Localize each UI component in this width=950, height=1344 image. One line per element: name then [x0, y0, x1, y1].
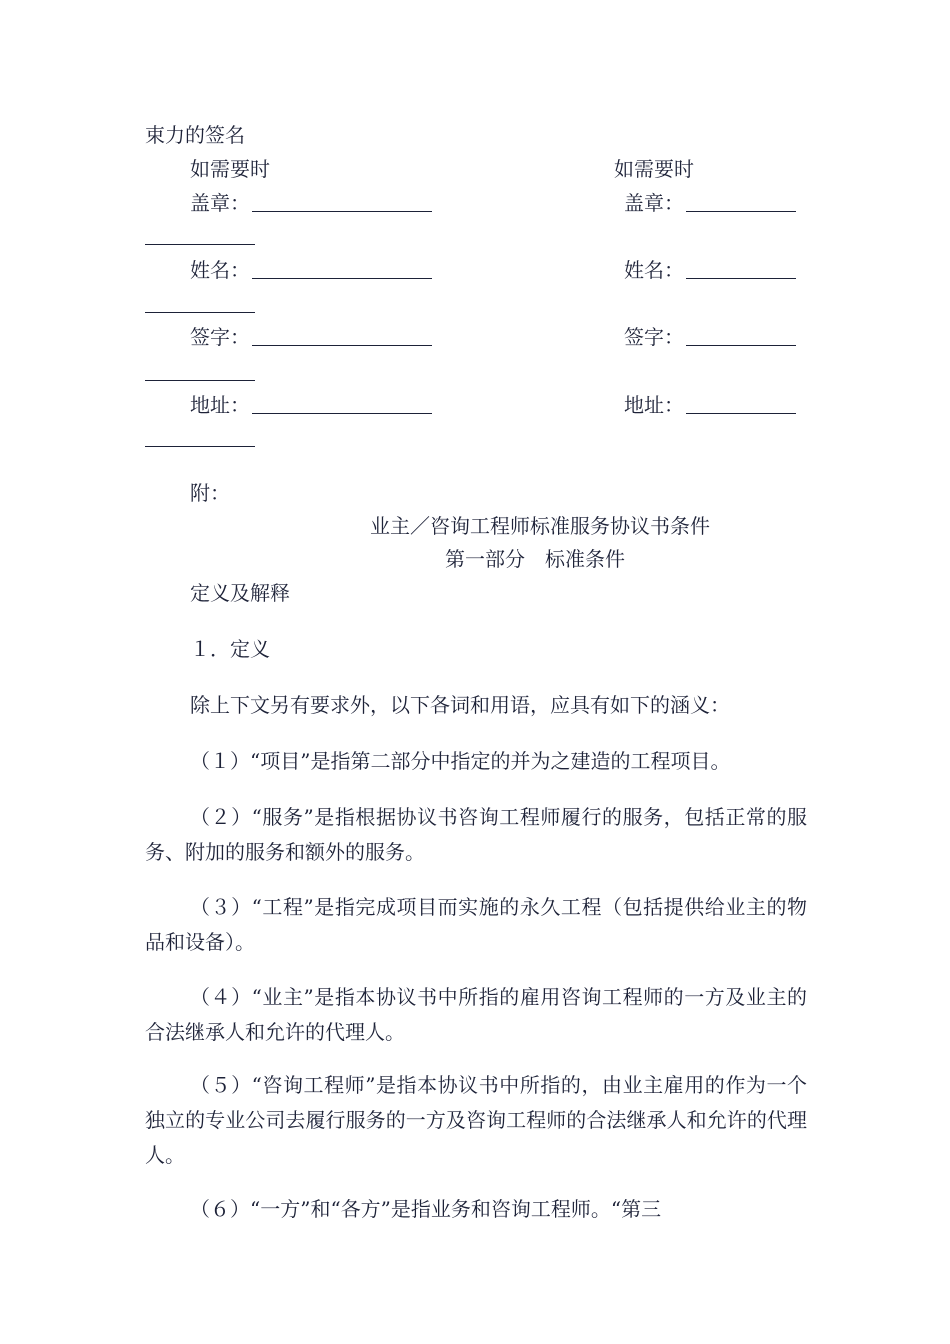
definition-6: （６）“一方”和“各方”是指业务和咨询工程师。“第三 [190, 1197, 662, 1221]
right-address-label: 地址： [624, 393, 684, 417]
right-name-label: 姓名： [624, 258, 684, 282]
top-text: 束力的签名 [145, 123, 245, 147]
section-heading: 定义及解释 [190, 581, 290, 605]
right-seal-blank [686, 189, 796, 212]
right-seal-field [624, 186, 796, 220]
right-address-field [624, 388, 796, 422]
part-title: 第一部分 标准条件 [445, 547, 625, 571]
definition-1: （１）“项目”是指第二部分中指定的并为之建造的工程项目。 [190, 749, 731, 773]
left-seal-label: 盖章： [190, 191, 250, 215]
left-signature-field [190, 320, 432, 354]
left-name-label: 姓名： [190, 258, 250, 282]
right-signature-field [624, 320, 796, 354]
right-name-blank [686, 256, 796, 279]
left-name-field [190, 253, 432, 287]
left-signature-label: 签字： [190, 325, 250, 349]
right-signature-label: 签字： [624, 325, 684, 349]
address-blank-continuation [145, 446, 255, 447]
right-when-needed: 如需要时 [614, 157, 694, 181]
right-name-field [624, 253, 796, 287]
left-seal-blank [252, 189, 432, 212]
left-address-blank [252, 391, 432, 414]
left-address-label: 地址： [190, 393, 250, 417]
document-title: 业主／咨询工程师标准服务协议书条件 [370, 514, 710, 538]
left-address-field [190, 388, 432, 422]
right-seal-label: 盖章： [624, 191, 684, 215]
seal-blank-continuation [145, 244, 255, 245]
definition-3: （３）“工程”是指完成项目而实施的永久工程（包括提供给业主的物品和设备）。 [145, 895, 807, 954]
subsection-heading: １．定义 [190, 637, 270, 661]
left-name-blank [252, 256, 432, 279]
right-address-blank [686, 391, 796, 414]
right-signature-blank [686, 323, 796, 346]
attachment-label: 附： [190, 481, 230, 505]
definition-4: （４）“业主”是指本协议书中所指的雇用咨询工程师的一方及业主的合法继承人和允许的代理人。 [145, 985, 807, 1044]
intro-paragraph: 除上下文另有要求外，以下各词和用语，应具有如下的涵义： [190, 693, 730, 717]
left-when-needed: 如需要时 [190, 157, 270, 181]
signature-blank-continuation [145, 380, 255, 381]
left-seal-field [190, 186, 432, 220]
definition-2: （２）“服务”是指根据协议书咨询工程师履行的服务，包括正常的服务、附加的服务和额外的服务。 [145, 805, 807, 864]
name-blank-continuation [145, 312, 255, 313]
definition-5: （５）“咨询工程师”是指本协议书中所指的，由业主雇用的作为一个独立的专业公司去履行服务的一方及咨询工程师的合法继承人和允许的代理人。 [145, 1073, 807, 1167]
left-signature-blank [252, 323, 432, 346]
